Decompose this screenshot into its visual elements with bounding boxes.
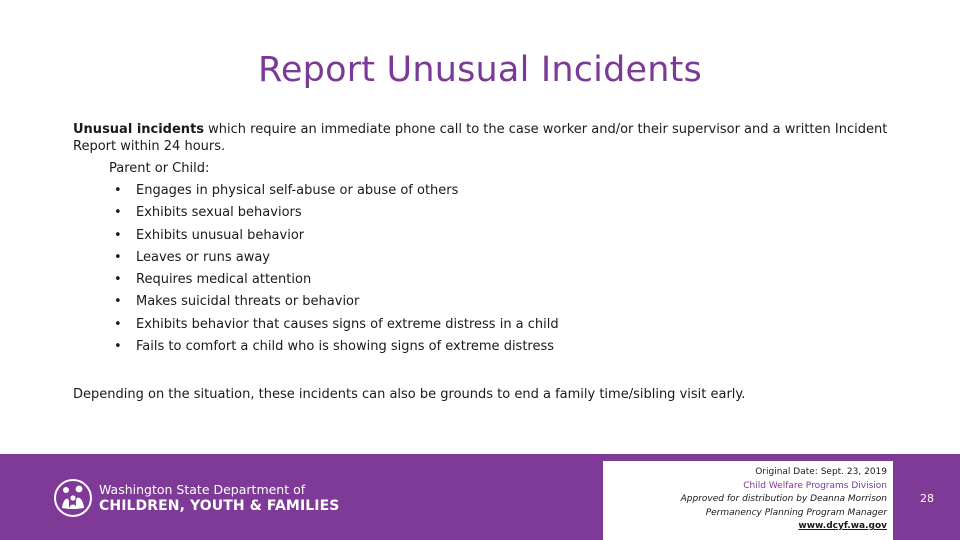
list-item-text: Requires medical attention	[136, 272, 312, 288]
list-item	[114, 269, 559, 291]
approval-note: Approved for distribution by Deanna Morrison	[680, 494, 887, 504]
intro-paragraph	[73, 121, 903, 155]
bullet-icon: •	[114, 316, 122, 332]
list-item-text: Makes suicidal threats or behavior	[136, 294, 360, 310]
closing-paragraph: Depending on the situation, these incidents can also be grounds to end a family time/sibling visit early.	[73, 387, 746, 402]
original-date: Original Date: Sept. 23, 2019	[755, 467, 887, 477]
intro-text: which require an immediate phone call to the case worker and/or their supervisor and a written Incident Report within 24 hours.	[73, 122, 888, 154]
bullet-icon: •	[114, 205, 122, 221]
logo-line1: Washington State Department of	[99, 481, 306, 497]
dcyf-logo	[53, 474, 340, 522]
list-item-text: Engages in physical self-abuse or abuse of others	[136, 183, 459, 198]
bullet-icon: •	[114, 227, 122, 243]
intro-bold-text: Unusual incidents	[73, 122, 205, 137]
list-item-text: Leaves or runs away	[136, 249, 270, 265]
bullet-icon: •	[114, 294, 122, 310]
bullet-icon: •	[114, 249, 122, 265]
list-item-text: Exhibits behavior that causes signs of extreme distress in a child	[136, 316, 559, 332]
list-item	[114, 291, 559, 313]
bullet-icon: •	[114, 272, 122, 288]
logo-text	[99, 482, 339, 515]
list-item-text: Fails to comfort a child who is showing signs of extreme distress	[136, 339, 555, 355]
manager-title: Permanency Planning Program Manager	[705, 507, 887, 518]
list-item	[114, 202, 559, 224]
group-label: Parent or Child:	[109, 161, 210, 176]
list-item-text: Exhibits unusual behavior	[136, 227, 305, 243]
division-name: Child Welfare Programs Division	[743, 480, 887, 491]
website-link[interactable]: www.dcyf.wa.gov	[798, 521, 887, 531]
logo-line2: CHILDREN, YOUTH & FAMILIES	[99, 497, 340, 514]
page-number: 28	[920, 492, 934, 505]
slide-title: Report Unusual Incidents	[257, 50, 702, 90]
incident-list	[114, 180, 559, 358]
distribution-info-box	[603, 461, 893, 540]
list-item	[114, 180, 559, 202]
list-item-text: Exhibits sexual behaviors	[136, 205, 302, 221]
bullet-icon: •	[114, 339, 122, 355]
list-item	[114, 336, 559, 358]
bullet-icon: •	[114, 183, 122, 198]
list-item	[114, 225, 559, 247]
list-item	[114, 314, 559, 336]
dcyf-family-logo-icon	[53, 478, 93, 518]
list-item	[114, 247, 559, 269]
